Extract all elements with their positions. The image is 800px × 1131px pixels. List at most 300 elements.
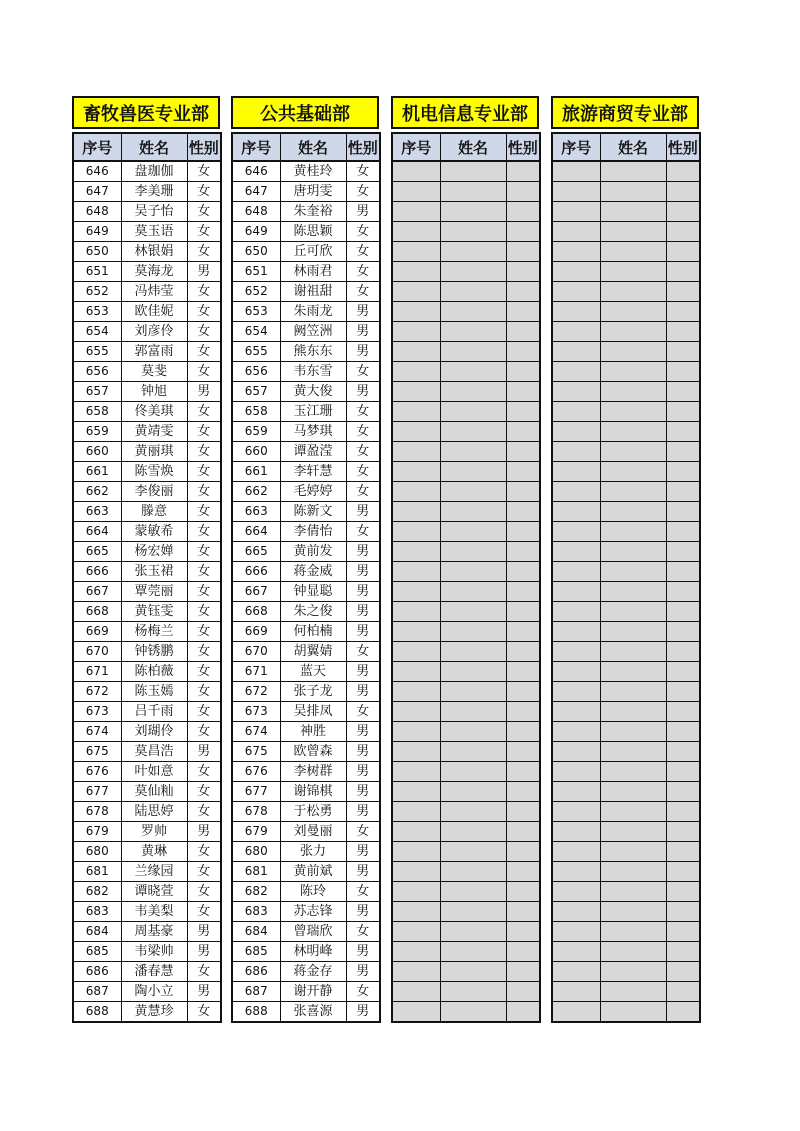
cell-number: 684 [232,922,280,942]
cell-number: 677 [73,782,121,802]
cell-name [440,502,506,522]
cell-number [392,622,440,642]
cell-gender [666,662,700,682]
cell-number: 655 [232,342,280,362]
cell-number [552,302,600,322]
cell-gender [506,161,540,182]
table-row [392,622,540,642]
table-row [232,962,380,982]
cell-gender [506,562,540,582]
cell-number [392,642,440,662]
cell-number [392,862,440,882]
cell-name: 黄钰雯 [121,602,187,622]
table-row [552,562,700,582]
cell-number [392,562,440,582]
cell-gender: 女 [346,422,380,442]
cell-number [392,522,440,542]
cell-gender [666,342,700,362]
cell-name: 潘春慧 [121,962,187,982]
cell-name [440,482,506,502]
cell-number: 685 [232,942,280,962]
section-tourism-commerce [551,96,699,1023]
table-row [232,862,380,882]
table-row [392,542,540,562]
cell-gender: 女 [187,802,221,822]
cell-gender [666,622,700,642]
cell-gender [506,842,540,862]
table-row [232,282,380,302]
cell-name: 刘瑚伶 [121,722,187,742]
cell-gender: 女 [187,722,221,742]
cell-name [440,402,506,422]
table-row [392,242,540,262]
cell-gender: 女 [346,222,380,242]
table-row [232,422,380,442]
table-row [73,642,221,662]
cell-name: 覃莞丽 [121,582,187,602]
cell-name [440,942,506,962]
table-row [232,902,380,922]
table-row [232,262,380,282]
cell-gender [506,262,540,282]
cell-number: 670 [232,642,280,662]
cell-number: 678 [232,802,280,822]
cell-name: 张子龙 [280,682,346,702]
table-row [392,362,540,382]
table-row [552,702,700,722]
table-row [552,982,700,1002]
cell-name [440,282,506,302]
cell-number: 657 [232,382,280,402]
table-row [392,742,540,762]
table-row [392,762,540,782]
cell-name: 杨梅兰 [121,622,187,642]
cell-gender: 女 [346,822,380,842]
cell-gender [506,282,540,302]
cell-number: 684 [73,922,121,942]
cell-gender [506,362,540,382]
cell-gender: 女 [187,502,221,522]
cell-name [440,922,506,942]
cell-gender: 男 [346,322,380,342]
table-row [73,382,221,402]
cell-gender [506,982,540,1002]
cell-number: 646 [73,161,121,182]
cell-name [440,762,506,782]
cell-name [600,342,666,362]
cell-gender: 女 [187,362,221,382]
cell-number: 678 [73,802,121,822]
cell-number [552,722,600,742]
cell-gender: 女 [187,282,221,302]
cell-gender: 女 [346,522,380,542]
table-row [392,602,540,622]
table-row [392,161,540,182]
cell-name: 莫海龙 [121,262,187,282]
cell-number: 681 [73,862,121,882]
cell-gender: 女 [187,422,221,442]
cell-gender [666,562,700,582]
table-row [232,942,380,962]
cell-name: 谭晓萱 [121,882,187,902]
table-row [552,462,700,482]
cell-number [392,582,440,602]
cell-gender: 男 [346,682,380,702]
table-row [552,322,700,342]
table-row [73,742,221,762]
table-row [73,842,221,862]
cell-number: 651 [232,262,280,282]
table-row [552,161,700,182]
cell-number: 668 [232,602,280,622]
table-row [232,702,380,722]
cell-number [392,542,440,562]
cell-number [392,322,440,342]
table-row [392,942,540,962]
cell-gender [666,161,700,182]
table-row [73,882,221,902]
cell-number [552,882,600,902]
cell-number: 662 [73,482,121,502]
cell-gender [506,802,540,822]
cell-name: 林雨君 [280,262,346,282]
table-row [232,242,380,262]
table-row [552,342,700,362]
cell-number: 646 [232,161,280,182]
table-row [73,582,221,602]
cell-name: 玉江珊 [280,402,346,422]
cell-gender [506,462,540,482]
cell-name: 朱之俊 [280,602,346,622]
table-row [392,822,540,842]
cell-gender: 女 [187,762,221,782]
cell-number: 649 [73,222,121,242]
cell-gender [666,1002,700,1023]
cell-name [600,722,666,742]
cell-number [552,782,600,802]
cell-gender [506,702,540,722]
table-row [232,522,380,542]
cell-number [392,402,440,422]
table-row [73,962,221,982]
cell-name [600,942,666,962]
cell-gender: 女 [187,322,221,342]
cell-name: 杨宏婵 [121,542,187,562]
cell-number: 687 [73,982,121,1002]
cell-number: 687 [232,982,280,1002]
cell-name: 熊东东 [280,342,346,362]
table-row [392,922,540,942]
table-row [73,662,221,682]
cell-name: 滕意 [121,502,187,522]
cell-gender [506,822,540,842]
cell-gender: 女 [346,402,380,422]
table-row [73,182,221,202]
cell-name [600,382,666,402]
cell-gender [666,962,700,982]
cell-name: 毛婷婷 [280,482,346,502]
cell-name: 陈玲 [280,882,346,902]
cell-name: 林明峰 [280,942,346,962]
cell-number: 648 [73,202,121,222]
cell-name [440,542,506,562]
cell-name [440,842,506,862]
column-header-gender: 性别 [506,133,540,161]
cell-number [552,342,600,362]
cell-number [552,802,600,822]
cell-number: 682 [232,882,280,902]
table-row [73,242,221,262]
cell-gender [506,862,540,882]
cell-name: 唐玥雯 [280,182,346,202]
cell-name [600,422,666,442]
table-row [552,522,700,542]
cell-gender [666,722,700,742]
cell-gender: 女 [187,862,221,882]
cell-name [440,882,506,902]
table-row [552,622,700,642]
cell-name: 蒋金存 [280,962,346,982]
table-row [232,302,380,322]
cell-gender [666,462,700,482]
table-row [232,202,380,222]
table-row [73,682,221,702]
cell-gender [506,622,540,642]
cell-name: 李俊丽 [121,482,187,502]
cell-number [552,902,600,922]
cell-number: 659 [73,422,121,442]
table-row [552,682,700,702]
cell-name: 黄前发 [280,542,346,562]
cell-gender: 女 [187,702,221,722]
cell-gender [666,522,700,542]
table-row [73,862,221,882]
cell-number: 676 [232,762,280,782]
cell-gender [506,342,540,362]
table-row [552,602,700,622]
cell-gender: 女 [187,542,221,562]
table-row [73,202,221,222]
table-row [392,842,540,862]
cell-gender: 男 [346,742,380,762]
cell-number [552,642,600,662]
cell-name: 何柏楠 [280,622,346,642]
cell-name: 莫昌浩 [121,742,187,762]
section-animal-husbandry [72,96,220,1023]
student-table [391,132,541,1023]
cell-gender [506,1002,540,1023]
cell-name: 蓝天 [280,662,346,682]
table-row [552,782,700,802]
cell-number [392,442,440,462]
cell-gender [506,522,540,542]
table-row [552,362,700,382]
cell-gender: 女 [187,622,221,642]
cell-gender: 男 [346,302,380,322]
table-row [73,282,221,302]
cell-gender [506,902,540,922]
cell-number [552,442,600,462]
cell-number: 657 [73,382,121,402]
cell-name [600,222,666,242]
cell-number [552,842,600,862]
cell-gender: 男 [346,662,380,682]
cell-name [440,322,506,342]
table-row [73,822,221,842]
table-body [392,161,540,1022]
cell-gender [666,902,700,922]
table-row [552,242,700,262]
table-row [73,942,221,962]
cell-name: 谢锦棋 [280,782,346,802]
cell-name: 蒋金威 [280,562,346,582]
cell-gender [506,722,540,742]
cell-name [440,622,506,642]
cell-gender: 男 [346,802,380,822]
cell-gender: 女 [187,242,221,262]
cell-name [440,702,506,722]
table-row [232,882,380,902]
cell-number: 683 [232,902,280,922]
cell-name [440,1002,506,1023]
table-row [73,762,221,782]
table-row [552,842,700,862]
cell-gender: 男 [346,582,380,602]
cell-gender [506,922,540,942]
cell-gender [666,942,700,962]
cell-number: 667 [73,582,121,602]
table-row [392,802,540,822]
cell-name: 黄桂玲 [280,161,346,182]
cell-number: 660 [73,442,121,462]
cell-number [392,962,440,982]
cell-number: 658 [232,402,280,422]
cell-name [440,682,506,702]
cell-gender [666,222,700,242]
cell-number: 670 [73,642,121,662]
cell-gender: 女 [187,1002,221,1023]
student-table [72,132,222,1023]
cell-name: 陈玉嫣 [121,682,187,702]
cell-gender: 男 [187,822,221,842]
table-row [73,622,221,642]
cell-name [440,342,506,362]
cell-number [392,302,440,322]
cell-gender: 男 [187,382,221,402]
cell-gender [666,782,700,802]
cell-gender [666,282,700,302]
cell-number [392,202,440,222]
cell-gender [666,202,700,222]
cell-number: 658 [73,402,121,422]
table-row [552,402,700,422]
cell-gender: 女 [346,702,380,722]
cell-gender: 女 [187,562,221,582]
cell-name [600,1002,666,1023]
cell-number: 663 [73,502,121,522]
cell-name: 兰缘园 [121,862,187,882]
cell-number: 647 [232,182,280,202]
table-row [73,782,221,802]
cell-name [440,242,506,262]
cell-gender [666,602,700,622]
table-row [552,922,700,942]
table-row [392,442,540,462]
cell-name: 阙笠洲 [280,322,346,342]
cell-name [440,642,506,662]
cell-name: 张力 [280,842,346,862]
table-row [392,562,540,582]
department-title: 公共基础部 [231,96,379,129]
column-header-number: 序号 [552,133,600,161]
cell-gender [666,882,700,902]
table-row [232,822,380,842]
table-row [552,502,700,522]
cell-number: 680 [232,842,280,862]
table-row [232,462,380,482]
cell-number: 669 [232,622,280,642]
cell-name [440,442,506,462]
table-row [392,862,540,882]
table-row [552,202,700,222]
cell-gender: 女 [346,882,380,902]
cell-number [392,902,440,922]
table-row [73,422,221,442]
cell-number: 663 [232,502,280,522]
cell-name: 陆思婷 [121,802,187,822]
cell-gender: 女 [187,442,221,462]
column-header-gender: 性别 [346,133,380,161]
cell-number: 672 [232,682,280,702]
cell-gender: 男 [346,962,380,982]
cell-number [392,802,440,822]
cell-name [600,562,666,582]
cell-number: 664 [232,522,280,542]
cell-gender: 男 [346,602,380,622]
cell-number: 665 [232,542,280,562]
cell-gender: 女 [346,482,380,502]
cell-number [552,762,600,782]
cell-gender [666,422,700,442]
cell-number: 682 [73,882,121,902]
cell-gender [506,322,540,342]
table-row [392,902,540,922]
cell-number [392,342,440,362]
table-row [552,442,700,462]
cell-gender: 男 [346,202,380,222]
table-row [392,782,540,802]
cell-name: 谢开静 [280,982,346,1002]
cell-name [600,822,666,842]
cell-gender [506,662,540,682]
cell-name: 李树群 [280,762,346,782]
cell-name: 佟美琪 [121,402,187,422]
cell-number: 653 [73,302,121,322]
cell-gender [666,322,700,342]
cell-number [392,942,440,962]
cell-name: 叶如意 [121,762,187,782]
cell-gender [666,682,700,702]
cell-gender [666,982,700,1002]
student-table [231,132,381,1023]
cell-gender: 女 [187,882,221,902]
cell-gender: 男 [346,622,380,642]
cell-number: 671 [232,662,280,682]
cell-number: 674 [232,722,280,742]
cell-name: 陶小立 [121,982,187,1002]
cell-number [552,482,600,502]
cell-name [440,902,506,922]
